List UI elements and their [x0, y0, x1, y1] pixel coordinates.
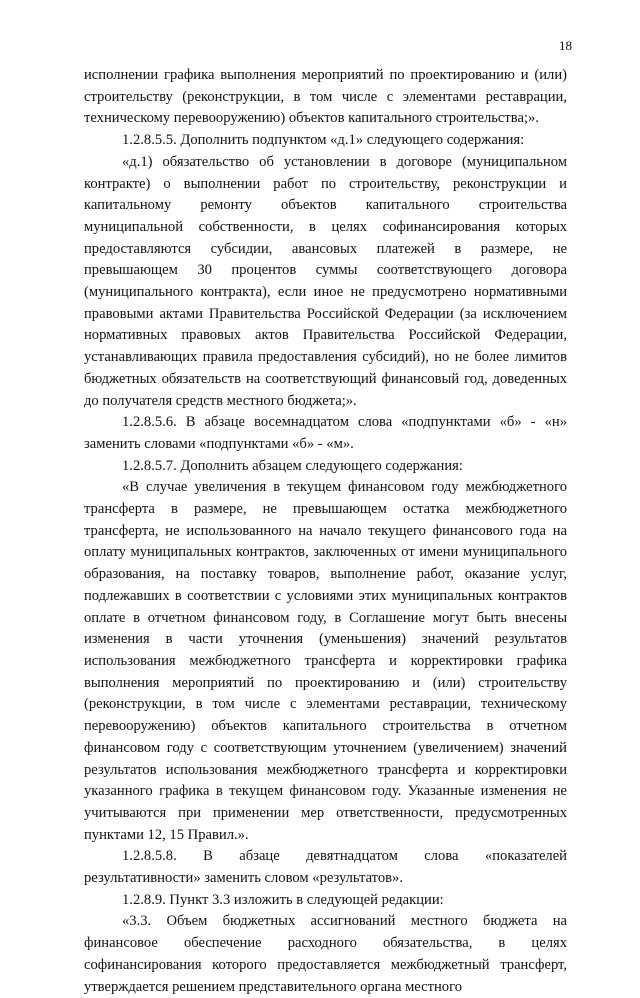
paragraph-continuation: исполнении графика выполнения мероприятий по проектированию и (или) строительству (реконструкции, в том числе с элементами реставрации, техническому перевооружению) объектов капитального строительства;». — [84, 67, 567, 127]
paragraph-1-2-8-9: 1.2.8.9. Пункт 3.3 изложить в следующей редакции: — [122, 891, 444, 908]
paragraph-1-2-8-5-5: 1.2.8.5.5. Дополнить подпунктом «д.1» следующего содержания: — [122, 132, 525, 149]
paragraph-1-2-8-5-8: 1.2.8.5.8. В абзаце девятнадцатом слова «показателей результативности» заменить словом «результатов». — [84, 848, 567, 887]
paragraph-1-2-8-5-6: 1.2.8.5.6. В абзаце восемнадцатом слова «подпунктами «б» - «н» заменить словами «подпунктами «б» - «м». — [84, 414, 567, 452]
paragraph-d1-quote: «д.1) обязательство об установлении в договоре (муниципальном контракте) о выполнении работ по строительству, реконструкции и капитальному ремонту объектов капитального строительства муниципальной собственности, в целях софинансирования которых предоставляются субсидии, авансовых платежей в размере, не превышающем 30 процентов суммы соответствующего договора (муниципального контракта), если иное не предусмотрено нормативными правовыми актами Правительства Российской Федерации (за исключением нормативных правовых актов Правительства Российской Федерации, устанавливающих правила предоставления субсидий), но не более лимитов бюджетных обязательств на соответствующий финансовый год, доведенных до получателя средств местного бюджета;». — [84, 153, 567, 409]
page-number: 18 — [559, 38, 572, 53]
document-body — [84, 65, 567, 998]
paragraph-3-3-quote: «3.3. Объем бюджетных ассигнований местного бюджета на финансовое обеспечение расходного обязательства, в целях софинансирования которого предоставляется межбюджетный трансферт, утверждается решением представительного органа местного — [84, 913, 567, 995]
paragraph-1-2-8-5-7: 1.2.8.5.7. Дополнить абзацем следующего содержания: — [122, 457, 463, 474]
paragraph-transfer-quote: «В случае увеличения в текущем финансовом году межбюджетного трансферта в размере, не превышающем остатка межбюджетного трансферта, не использованного на начало текущего финансового года на оплату муниципальных контрактов, заключенных от имени муниципального образования, на поставку товаров, выполнение работ, оказание услуг, подлежавших в соответствии с условиями этих муниципальных контрактов оплате в отчетном финансовом году, в Соглашение могут быть внесены изменения в части уточнения (уменьшения) значений результатов использования межбюджетного трансферта и корректировки графика выполнения мероприятий по проектированию и (или) строительству (реконструкции, в том числе с элементами реставрации, техническому перевооружению) объектов капитального строительства в отчетном финансовом году с соответствующим уточнением (увеличением) значений результатов использования межбюджетного трансферта и корректировки указанного графика в текущем финансовом году. Указанные изменения не учитываются при применении мер ответственности, предусмотренных пунктами 12, 15 Правил.». — [84, 479, 567, 843]
